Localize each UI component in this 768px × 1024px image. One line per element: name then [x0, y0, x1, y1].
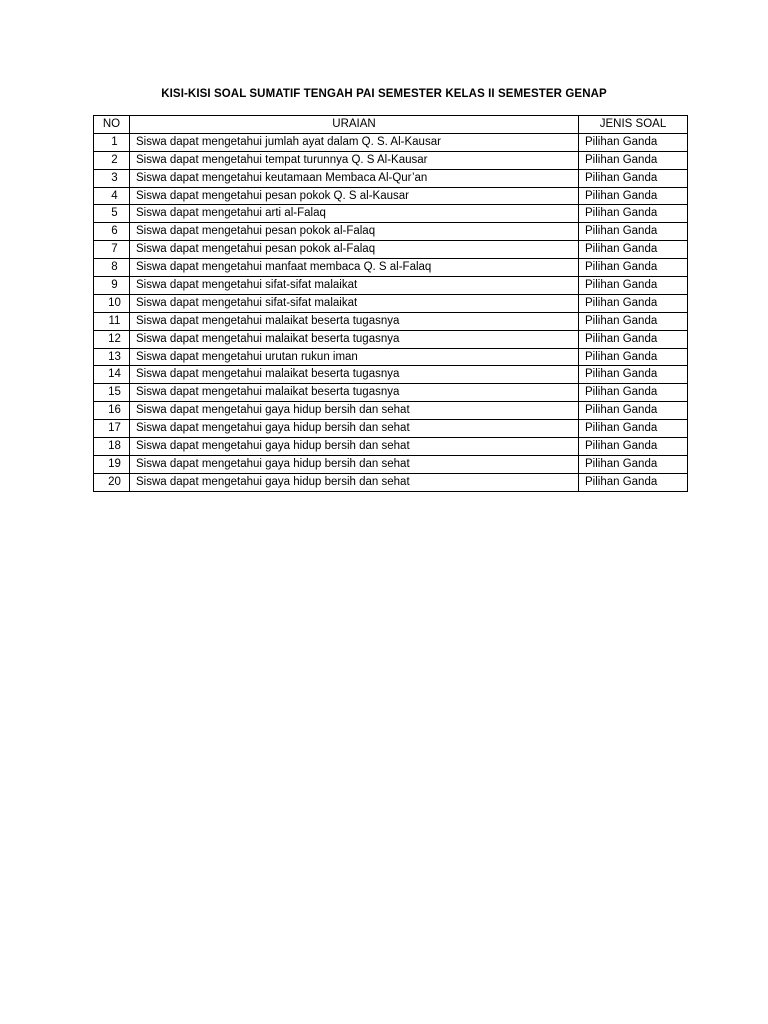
table-row [94, 133, 688, 151]
row-jenis-soal: Pilihan Ganda [579, 420, 688, 438]
row-number: 17 [94, 420, 130, 438]
table-row [94, 223, 688, 241]
row-jenis-soal: Pilihan Ganda [579, 223, 688, 241]
table-row [94, 259, 688, 277]
row-number: 1 [94, 133, 130, 151]
row-number: 18 [94, 438, 130, 456]
row-uraian: Siswa dapat mengetahui jumlah ayat dalam Q. S. Al-Kausar [130, 133, 579, 151]
row-uraian: Siswa dapat mengetahui sifat-sifat malaikat [130, 277, 579, 295]
header-no: NO [94, 116, 130, 134]
row-number: 19 [94, 455, 130, 473]
row-uraian: Siswa dapat mengetahui malaikat beserta tugasnya [130, 330, 579, 348]
row-uraian: Siswa dapat mengetahui urutan rukun iman [130, 348, 579, 366]
row-jenis-soal: Pilihan Ganda [579, 294, 688, 312]
row-number: 11 [94, 312, 130, 330]
row-number: 8 [94, 259, 130, 277]
table-row [94, 348, 688, 366]
table-row [94, 402, 688, 420]
row-number: 3 [94, 169, 130, 187]
row-uraian: Siswa dapat mengetahui pesan pokok al-Falaq [130, 241, 579, 259]
row-uraian: Siswa dapat mengetahui gaya hidup bersih dan sehat [130, 455, 579, 473]
row-jenis-soal: Pilihan Ganda [579, 241, 688, 259]
row-jenis-soal: Pilihan Ganda [579, 473, 688, 491]
header-jenis-soal: JENIS SOAL [579, 116, 688, 134]
row-uraian: Siswa dapat mengetahui gaya hidup bersih dan sehat [130, 473, 579, 491]
row-number: 20 [94, 473, 130, 491]
row-uraian: Siswa dapat mengetahui pesan pokok Q. S al-Kausar [130, 187, 579, 205]
table-row [94, 384, 688, 402]
row-number: 7 [94, 241, 130, 259]
table-row [94, 420, 688, 438]
row-number: 10 [94, 294, 130, 312]
table-row [94, 455, 688, 473]
row-uraian: Siswa dapat mengetahui sifat-sifat malaikat [130, 294, 579, 312]
row-number: 12 [94, 330, 130, 348]
row-uraian: Siswa dapat mengetahui malaikat beserta tugasnya [130, 312, 579, 330]
row-number: 9 [94, 277, 130, 295]
table-row [94, 277, 688, 295]
row-jenis-soal: Pilihan Ganda [579, 366, 688, 384]
row-uraian: Siswa dapat mengetahui keutamaan Membaca Al-Qur’an [130, 169, 579, 187]
table-header-row [94, 116, 688, 134]
row-number: 14 [94, 366, 130, 384]
table-body [94, 133, 688, 491]
table-row [94, 330, 688, 348]
kisi-kisi-table [93, 115, 688, 492]
row-jenis-soal: Pilihan Ganda [579, 133, 688, 151]
row-jenis-soal: Pilihan Ganda [579, 402, 688, 420]
row-jenis-soal: Pilihan Ganda [579, 438, 688, 456]
row-uraian: Siswa dapat mengetahui arti al-Falaq [130, 205, 579, 223]
table-row [94, 151, 688, 169]
table-row [94, 241, 688, 259]
row-jenis-soal: Pilihan Ganda [579, 348, 688, 366]
row-uraian: Siswa dapat mengetahui malaikat beserta tugasnya [130, 366, 579, 384]
table-row [94, 366, 688, 384]
row-jenis-soal: Pilihan Ganda [579, 187, 688, 205]
row-jenis-soal: Pilihan Ganda [579, 312, 688, 330]
row-jenis-soal: Pilihan Ganda [579, 455, 688, 473]
table-row [94, 312, 688, 330]
row-uraian: Siswa dapat mengetahui pesan pokok al-Falaq [130, 223, 579, 241]
row-jenis-soal: Pilihan Ganda [579, 205, 688, 223]
row-jenis-soal: Pilihan Ganda [579, 169, 688, 187]
row-number: 2 [94, 151, 130, 169]
row-jenis-soal: Pilihan Ganda [579, 277, 688, 295]
document-title: KISI-KISI SOAL SUMATIF TENGAH PAI SEMESTER KELAS II SEMESTER GENAP [161, 88, 607, 100]
table-row [94, 473, 688, 491]
header-uraian: URAIAN [130, 116, 579, 134]
table-row [94, 205, 688, 223]
table-row [94, 187, 688, 205]
row-number: 6 [94, 223, 130, 241]
row-number: 16 [94, 402, 130, 420]
row-uraian: Siswa dapat mengetahui gaya hidup bersih dan sehat [130, 438, 579, 456]
row-number: 15 [94, 384, 130, 402]
table-row [94, 169, 688, 187]
row-uraian: Siswa dapat mengetahui tempat turunnya Q. S Al-Kausar [130, 151, 579, 169]
row-jenis-soal: Pilihan Ganda [579, 259, 688, 277]
row-number: 4 [94, 187, 130, 205]
row-uraian: Siswa dapat mengetahui malaikat beserta tugasnya [130, 384, 579, 402]
row-uraian: Siswa dapat mengetahui gaya hidup bersih dan sehat [130, 402, 579, 420]
row-uraian: Siswa dapat mengetahui manfaat membaca Q. S al-Falaq [130, 259, 579, 277]
row-number: 5 [94, 205, 130, 223]
row-uraian: Siswa dapat mengetahui gaya hidup bersih dan sehat [130, 420, 579, 438]
row-jenis-soal: Pilihan Ganda [579, 330, 688, 348]
row-number: 13 [94, 348, 130, 366]
table-row [94, 438, 688, 456]
table-row [94, 294, 688, 312]
row-jenis-soal: Pilihan Ganda [579, 151, 688, 169]
row-jenis-soal: Pilihan Ganda [579, 384, 688, 402]
